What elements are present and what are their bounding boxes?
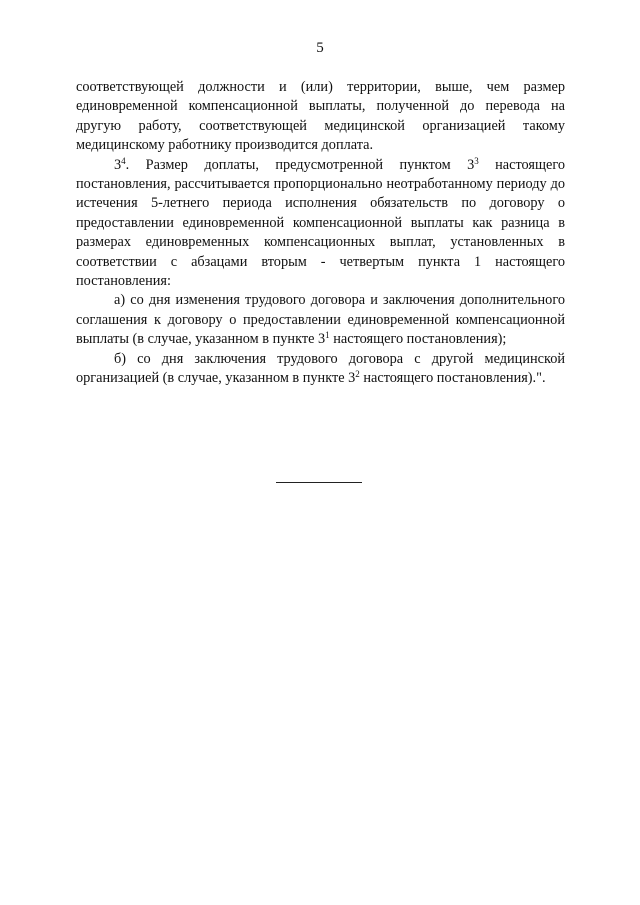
- subclause-a-text-part-2: настоящего постановления);: [329, 331, 507, 348]
- subclause-a-text-part-1: а) со дня изменения трудового договора и заключения дополнительного соглашения к договору о предоставлении единовременной компенсационной выплаты (в случае, указанном в пункте 3: [76, 292, 565, 348]
- reference-superscript: 3: [474, 155, 479, 166]
- clause-text-part-2: настоящего постановления, рассчитывается пропорционально неотработанному периоду до истечения 5-летнего периода исполнения обязательств по договору о предоставлении единовременной компенсационной выплаты как разница в размерах единовременных компенсационных выплат, установленных в соответствии с абзацами вторым - четвертым пункта 1 настоящего постановления:: [76, 156, 565, 290]
- paragraph-subclause-b: [76, 350, 565, 389]
- clause-number: 3: [114, 156, 122, 173]
- paragraph-continuation: соответствующей должности и (или) территории, выше, чем размер единовременной компенсационной выплаты, полученной до перевода на другую работу, соответствующей медицинской организацией такому медицинскому работнику производится доплата.: [76, 79, 565, 154]
- page-number: 5: [316, 40, 324, 56]
- paragraph-subclause-a: [76, 291, 565, 349]
- paragraph-clause-3-4: [76, 156, 565, 292]
- subclause-b-text-part-2: настоящего постановления).".: [359, 370, 546, 387]
- clause-text-part-1: . Размер доплаты, предусмотренной пунктом 3: [125, 156, 475, 173]
- closing-divider-line: [276, 482, 362, 483]
- subclause-b-text-part-1: б) со дня заключения трудового договора с другой медицинской организацией (в случае, указанном в пункте 3: [76, 350, 565, 387]
- reference-superscript: 2: [355, 369, 360, 380]
- reference-superscript: 1: [325, 330, 330, 341]
- clause-number-superscript: 4: [121, 155, 126, 166]
- document-body: [76, 78, 565, 389]
